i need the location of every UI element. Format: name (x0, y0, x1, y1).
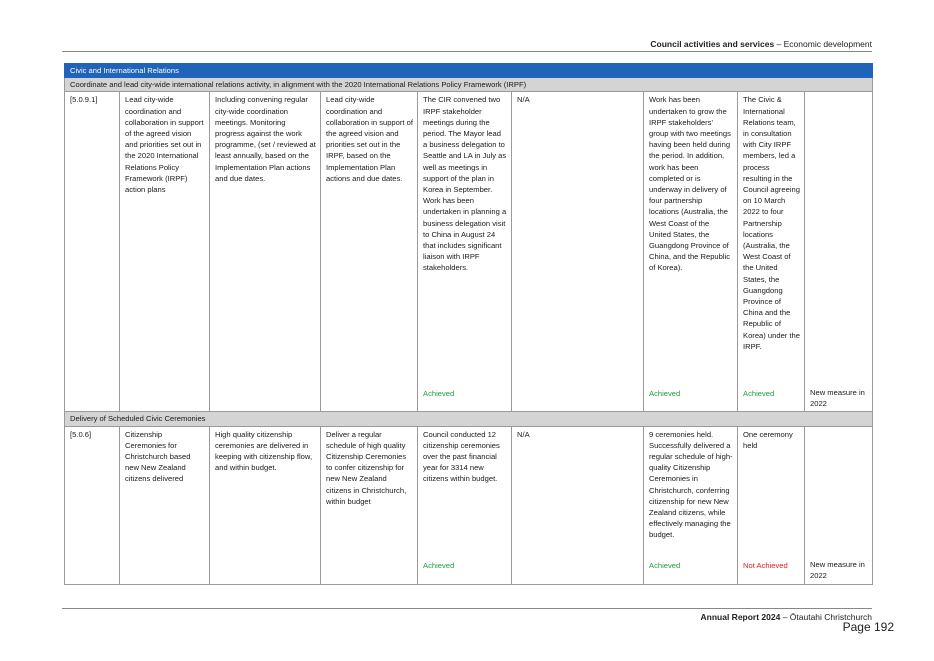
measure-id: [5.0.9.1] (65, 92, 120, 412)
measure-id: [5.0.6] (65, 426, 120, 584)
status-2023: Achieved (644, 386, 738, 412)
measure-method: Including convening regular city-wide coordination meetings. Monitoring progress against the work programme, (set / reviewed at least annually, based on the Implementation Plan actions and due dates. (210, 92, 321, 412)
page-number: Page 192 (842, 620, 894, 634)
running-header (62, 39, 872, 49)
result-2023: Work has been undertaken to grow the IRPF stakeholders' group with two meetings having been held during the period. In addition, work has been completed or is underway in delivery of four partnership locations (Australia, the West Coast of the United States, the Guangdong Province of China, and the Republic of Korea). (644, 92, 738, 386)
result-2022: One ceremony held (738, 426, 805, 558)
column-6-value: N/A (512, 92, 644, 412)
measure-description: Citizenship Ceremonies for Christchurch based new New Zealand citizens delivered (120, 426, 210, 584)
footer-report-title: Annual Report 2024 (700, 612, 781, 622)
status-2022: Achieved (738, 386, 805, 412)
table-row (65, 92, 873, 386)
group-subheading: Delivery of Scheduled Civic Ceremonies (65, 412, 873, 426)
subheading-row (65, 78, 873, 92)
column-6-value: N/A (512, 426, 644, 584)
subheading-row (65, 412, 873, 426)
section-title: Civic and International Relations (65, 64, 873, 78)
status-2024: Achieved (418, 386, 512, 412)
footer-rule (62, 608, 872, 609)
measure-method: High quality citizenship ceremonies are delivered in keeping with citizenship flow, and within budget. (210, 426, 321, 584)
measure-target: Lead city-wide coordination and collaboration in support of the agreed vision and priorities set out in the IRPF, based on the Implementation Plan actions and due dates. (321, 92, 418, 412)
status-2023: Achieved (644, 558, 738, 584)
result-2022: The Civic & International Relations team, in consultation with City IRPF members, led a process resulting in the Council agreeing on 10 March 2022 to four Partnership locations (Australia, the West Coast of the United States, the Guangdong Province of China and the Republic of Korea) under the IRPF. (738, 92, 805, 386)
table-row (65, 426, 873, 558)
result-2024: Council conducted 12 citizenship ceremonies over the past financial year for 3314 new citizens within budget. (418, 426, 512, 558)
header-section-subtitle: – Economic development (774, 39, 872, 49)
status-2024: Achieved (418, 558, 512, 584)
result-2023: 9 ceremonies held. Successfully delivered a regular schedule of high-quality Citizenship Ceremonies in Christchurch, conferring citizenship for new New Zealand citizens, while effectively managing the budget. (644, 426, 738, 558)
running-footer (62, 612, 872, 622)
result-2024: The CIR convened two IRPF stakeholder meetings during the period. The Mayor lead a business delegation to Seattle and LA in July as well as meetings in support of the plan in Korea in September. Work has been undertaken in planning a business delegation visit to China in August 24 that includes significant liaison with IRPF stakeholders. (418, 92, 512, 386)
header-rule (62, 51, 872, 52)
measure-target: Deliver a regular schedule of high quality Citizenship Ceremonies to confer citizenship for new New Zealand citizens in Christchurch, within budget (321, 426, 418, 584)
footer-report-subtitle: – Ōtautahi Christchurch (780, 612, 872, 622)
group-subheading: Coordinate and lead city-wide international relations activity, in alignment with the 2020 International Relations Policy Framework (IRPF) (65, 78, 873, 92)
performance-measures-table (64, 63, 873, 585)
measure-status-note: New measure in 2022 (810, 388, 865, 409)
measure-status-note: New measure in 2022 (810, 560, 865, 581)
header-section-title: Council activities and services (650, 39, 775, 49)
status-2022: Not Achieved (738, 558, 805, 584)
measure-description: Lead city-wide coordination and collaboration in support of the agreed vision and priorities set out in the 2020 International Relations Policy Framework (IRPF) action plans (120, 92, 210, 412)
column-9-cell (805, 426, 873, 584)
section-header-row (65, 64, 873, 78)
column-9-cell (805, 92, 873, 412)
